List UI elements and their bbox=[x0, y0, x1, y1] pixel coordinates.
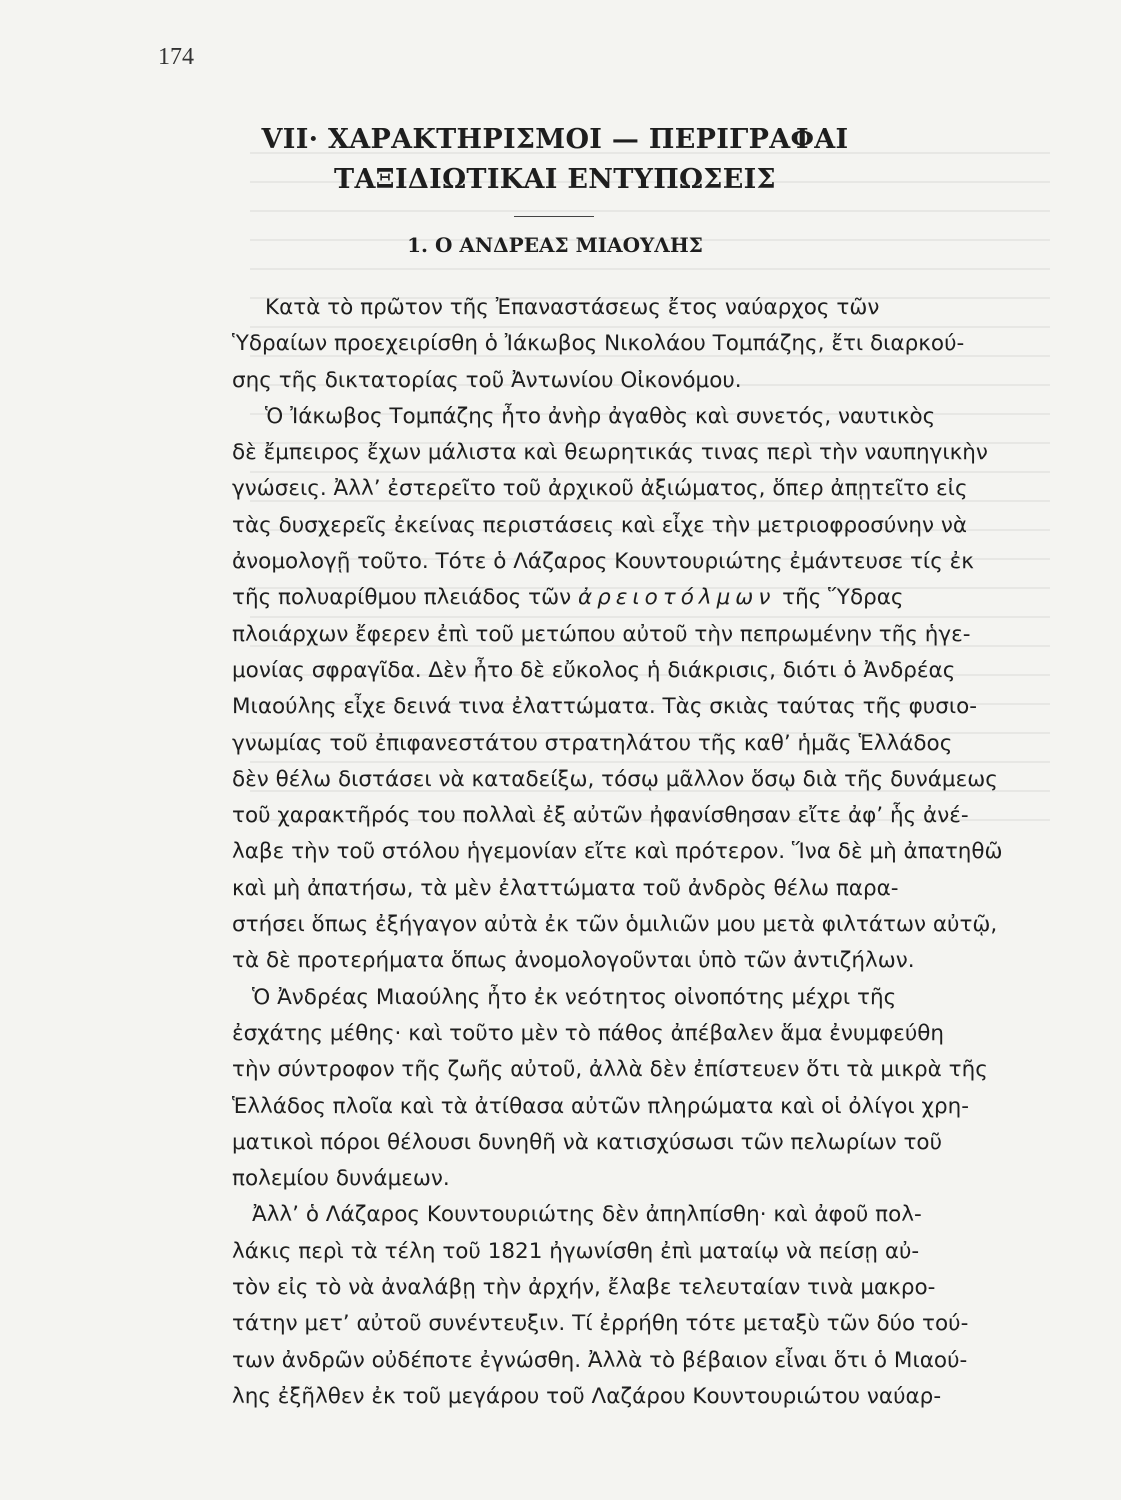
text-line: μονίας σφραγῖδα. Δὲν ἦτο δὲ εὔκολος ἡ διάκρισις, διότι ὁ Ἀνδρέας bbox=[232, 657, 956, 683]
text-line: σης τῆς δικτατορίας τοῦ Ἀντωνίου Οἰκονόμου. bbox=[232, 367, 742, 393]
title-divider bbox=[514, 216, 594, 217]
section-title: 1. Ο ΑΝΔΡΕΑΣ ΜΙΑΟΥΛΗΣ bbox=[407, 233, 703, 257]
text-segment: τῆς Ὕδρας bbox=[775, 585, 904, 611]
page-number: 174 bbox=[158, 44, 194, 70]
text-line: γνώσεις. Ἀλλ’ ἐστερεῖτο τοῦ ἀρχικοῦ ἀξιώματος, ὅπερ ἀπῃτεῖτο εἰς bbox=[232, 476, 968, 502]
text-line: Μιαούλης εἶχε δεινά τινα ἐλαττώματα. Τὰς σκιὰς ταύτας τῆς φυσιο- bbox=[232, 694, 978, 720]
text-line: ματικοὶ πόροι θέλουσι δυνηθῆ νὰ κατισχύσωσι τῶν πελωρίων τοῦ bbox=[232, 1129, 943, 1155]
text-line: δὲν θέλω διστάσει νὰ καταδείξω, τόσῳ μᾶλλον ὅσῳ διὰ τῆς δυνάμεως bbox=[232, 766, 998, 792]
text-line: τὸν εἰς τὸ νὰ ἀναλάβῃ τὴν ἀρχήν, ἔλαβε τελευταίαν τινὰ μακρο- bbox=[232, 1275, 936, 1301]
text-segment: τῆς πολυαρίθμου πλειάδος τῶν bbox=[232, 585, 578, 611]
text-line: των ἀνδρῶν οὐδέποτε ἐγνώσθη. Ἀλλὰ τὸ βέβαιον εἶναι ὅτι ὁ Μιαού- bbox=[232, 1347, 968, 1373]
text-line: τὴν σύντροφον τῆς ζωῆς αὐτοῦ, ἀλλὰ δὲν ἐπίστευεν ὅτι τὰ μικρὰ τῆς bbox=[232, 1057, 988, 1083]
text-line: ἀνομολογῇ τοῦτο. Τότε ὁ Λάζαρος Κουντουριώτης ἐμάντευσε τίς ἐκ bbox=[232, 549, 974, 575]
text-line: λαβε τὴν τοῦ στόλου ἡγεμονίαν εἴτε καὶ πρότερον. Ἵνα δὲ μὴ ἀπατηθῶ bbox=[232, 839, 1003, 865]
text-line: γνωμίας τοῦ ἐπιφανεστάτου στρατηλάτου τῆς καθ’ ἡμᾶς Ἑλλάδος bbox=[232, 730, 953, 756]
text-line: καὶ μὴ ἀπατήσω, τὰ μὲν ἐλαττώματα τοῦ ἀνδρὸς θέλω παρα- bbox=[232, 875, 899, 901]
text-line: δὲ ἔμπειρος ἔχων μάλιστα καὶ θεωρητικάς τινας περὶ τὴν ναυπηγικὴν bbox=[232, 440, 988, 466]
text-line: τάτην μετ’ αὐτοῦ συνέντευξιν. Τί ἐρρήθη τότε μεταξὺ τῶν δύο τού- bbox=[232, 1311, 969, 1337]
text-line: λης ἐξῆλθεν ἐκ τοῦ μεγάρου τοῦ Λαζάρου Κουντουριώτου ναύαρ- bbox=[232, 1383, 942, 1409]
emphasized-word: ἀρειοτόλμων bbox=[577, 585, 776, 611]
text-line: Ἀλλ’ ὁ Λάζαρος Κουντουριώτης δὲν ἀπηλπίσθη· καὶ ἀφοῦ πολ- bbox=[252, 1202, 922, 1228]
text-line: Ὁ Ἀνδρέας Μιαούλης ἦτο ἐκ νεότητος οἰνοπότης μέχρι τῆς bbox=[252, 984, 897, 1010]
text-line: στήσει ὅπως ἐξήγαγον αὐτὰ ἐκ τῶν ὁμιλιῶν μου μετὰ φιλτάτων αὐτῷ, bbox=[232, 912, 998, 938]
text-line: τοῦ χαρακτῆρός του πολλαὶ ἐξ αὐτῶν ἠφανίσθησαν εἴτε ἀφ’ ἧς ἀνέ- bbox=[232, 803, 969, 829]
text-line: Κατὰ τὸ πρῶτον τῆς Ἐπαναστάσεως ἔτος ναύαρχος τῶν bbox=[265, 295, 880, 320]
chapter-title bbox=[150, 120, 960, 200]
text-line: Ὑδραίων προεχειρίσθη ὁ Ἰάκωβος Νικολάου Τομπάζης, ἔτι διαρκού- bbox=[232, 331, 965, 357]
text-line: τὰς δυσχερεῖς ἐκείνας περιστάσεις καὶ εἶχε τὴν μετριοφροσύνην νὰ bbox=[232, 512, 968, 538]
text-line: πλοιάρχων ἔφερεν ἐπὶ τοῦ μετώπου αὐτοῦ τὴν πεπρωμένην τῆς ἡγε- bbox=[232, 621, 971, 647]
text-line: πολεμίου δυνάμεων. bbox=[232, 1166, 450, 1192]
text-line: τὰ δὲ προτερήματα ὅπως ἀνομολογοῦνται ὑπὸ τῶν ἀντιζήλων. bbox=[232, 948, 915, 974]
chapter-title-line-1: VII· ΧΑΡΑΚΤΗΡΙΣΜΟΙ — ΠΕΡΙΓΡΑΦΑΙ bbox=[261, 124, 849, 155]
text-line: ἐσχάτης μέθης· καὶ τοῦτο μὲν τὸ πάθος ἀπέβαλεν ἅμα ἐνυμφεύθη bbox=[232, 1020, 945, 1046]
chapter-title-line-2: ΤΑΞΙΔΙΩΤΙΚΑΙ ΕΝΤΥΠΩΣΕΙΣ bbox=[334, 164, 776, 195]
text-line: λάκις περὶ τὰ τέλη τοῦ 1821 ἠγωνίσθη ἐπὶ ματαίῳ νὰ πείσῃ αὐ- bbox=[232, 1238, 920, 1264]
body-text bbox=[232, 290, 1062, 1415]
text-line: Ἑλλάδος πλοῖα καὶ τὰ ἀτίθασα αὐτῶν πληρώματα καὶ οἱ ὀλίγοι χρη- bbox=[232, 1093, 969, 1119]
text-line: Ὁ Ἰάκωβος Τομπάζης ἦτο ἀνὴρ ἀγαθὸς καὶ συνετός, ναυτικὸς bbox=[265, 403, 936, 429]
text-line bbox=[232, 580, 1062, 616]
